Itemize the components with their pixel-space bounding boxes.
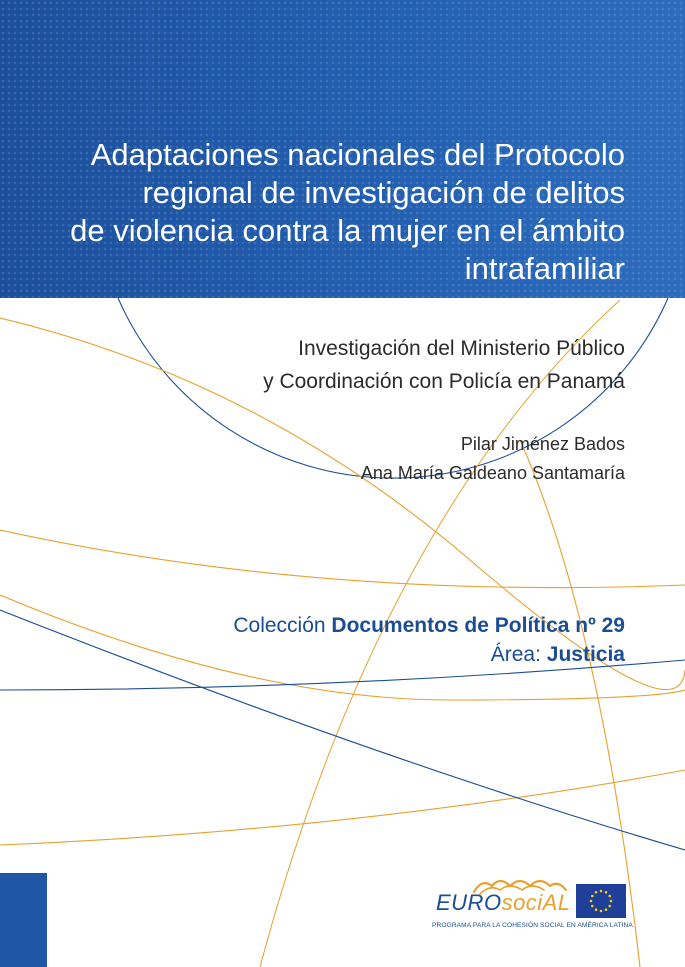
title-line: de violencia contra la mujer en el ámbito xyxy=(70,213,625,248)
author-name: Ana María Galdeano Santamaría xyxy=(360,463,625,483)
document-subtitle xyxy=(125,332,625,398)
area-name: Justicia xyxy=(546,643,625,666)
title-line: Adaptaciones nacionales del Protocolo xyxy=(90,137,625,172)
collection-info xyxy=(65,611,625,669)
collection-name: Documentos de Política nº 29 xyxy=(331,614,625,637)
corner-block xyxy=(0,873,47,967)
logo-name-part2: sociAL xyxy=(501,890,571,915)
collection-prefix: Colección xyxy=(233,614,332,637)
subtitle-line: y Coordinación con Policía en Panamá xyxy=(263,370,625,393)
author-name: Pilar Jiménez Bados xyxy=(460,434,625,454)
eurosocial-logo xyxy=(430,872,633,934)
title-line: intrafamiliar xyxy=(464,251,625,286)
orange-arc-2 xyxy=(0,530,685,588)
area-prefix: Área: xyxy=(490,643,547,666)
title-line: regional de investigación de delitos xyxy=(142,175,625,210)
logo-name-part1: EURO xyxy=(436,890,502,915)
logo-wordmark xyxy=(436,890,571,916)
subtitle-line: Investigación del Ministerio Público xyxy=(298,337,625,360)
authors-block xyxy=(125,430,625,488)
document-title xyxy=(25,136,625,288)
eu-flag-icon xyxy=(576,884,626,918)
orange-arc-4 xyxy=(0,770,685,845)
logo-tagline: PROGRAMA PARA LA COHESIÓN SOCIAL EN AMÉRICA LATINA xyxy=(432,922,633,929)
